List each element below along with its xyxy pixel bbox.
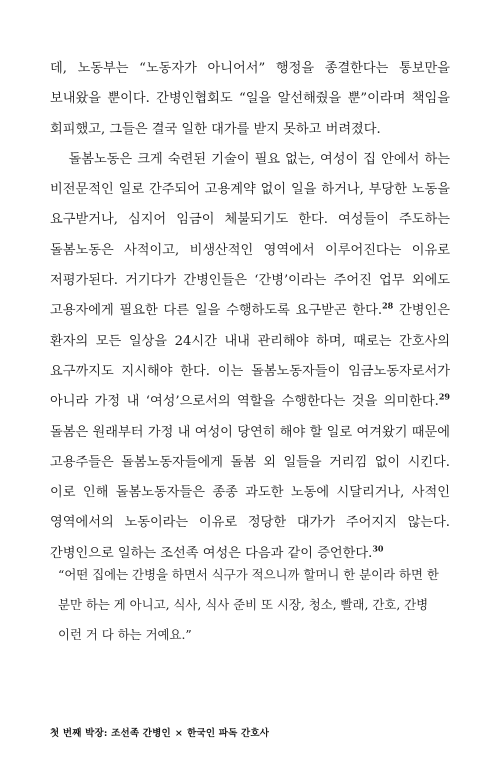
footer-rest-title: 한국인 파독 간호사 bbox=[187, 728, 270, 739]
paragraph-2-part-c: 돌봄은 원래부터 가정 내 여성이 당연히 해야 할 일로 여겨왔기 때문에 고용주들은 돌봄노동자들에게 돌봄 외 일들을 거리낌 없이 시킨다. 이로 인해 돌봄노동자들은 종종 과도한 노동에 시달리거나, 사적인 영역에서의 노동이라는 이유로 정당한 대가가 주어지지 않는다. 간병인으로 일하는 조선족 여성은 다음과 같이 증언한다. bbox=[50, 424, 450, 561]
testimony-quote: “어떤 집에는 간병을 하면서 식구가 적으니까 할머니 한 분이라 하면 한 분만 하는 게 아니고, 식사, 식사 준비 또 시장, 청소, 빨래, 간호, 간병 이런 거 다 하는 거예요.” bbox=[58, 567, 439, 642]
footnote-ref-29[interactable]: 29 bbox=[438, 391, 450, 402]
paragraph-2-part-a: 돌봄노동은 크게 숙련된 기술이 필요 없는, 여성이 집 안에서 하는 비전문적인 일로 간주되어 고용계약 없이 일을 하거나, 부당한 노동을 요구받거나, 심지어 임금이 체불되기도 한다. 여성들이 주도하는 돌봄노동은 사적이고, 비생산적인 영역에서 이루어진다는 이유로 저평가된다. 거기다가 간병인들은 ‘간병’이라는 주어진 업무 외에도 고용자에게 필요한 다른 일을 수행하도록 요구받곤 한다. bbox=[50, 151, 450, 319]
footer-part-title: 첫 번째 박장: 조선족 간병인 bbox=[50, 728, 171, 739]
footnote-ref-30[interactable]: 30 bbox=[372, 543, 384, 554]
footnote-ref-28[interactable]: 28 bbox=[382, 300, 394, 311]
body-text bbox=[50, 54, 450, 569]
footer-separator: × bbox=[174, 728, 184, 739]
running-footer bbox=[50, 725, 269, 739]
paragraph-1: 데, 노동부는 “노동자가 아니어서” 행정을 종결한다는 통보만을 보내왔을 뿐이다. 간병인협회도 “일을 알선해줬을 뿐”이라며 책임을 회피했고, 그들은 결국 일한 대가를 받지 못하고 버려졌다. bbox=[50, 61, 450, 137]
paragraph-2 bbox=[50, 145, 450, 569]
paragraph-2-part-b: 간병인은 환자의 모든 일상을 24시간 내내 관리해야 하며, 때로는 간호사의 요구까지도 지시해야 한다. 이는 돌봄노동자들이 임금노동자로서가 아니라 가정 내 ‘여성’으로서의 역할을 수행한다는 것을 의미한다. bbox=[50, 303, 450, 410]
